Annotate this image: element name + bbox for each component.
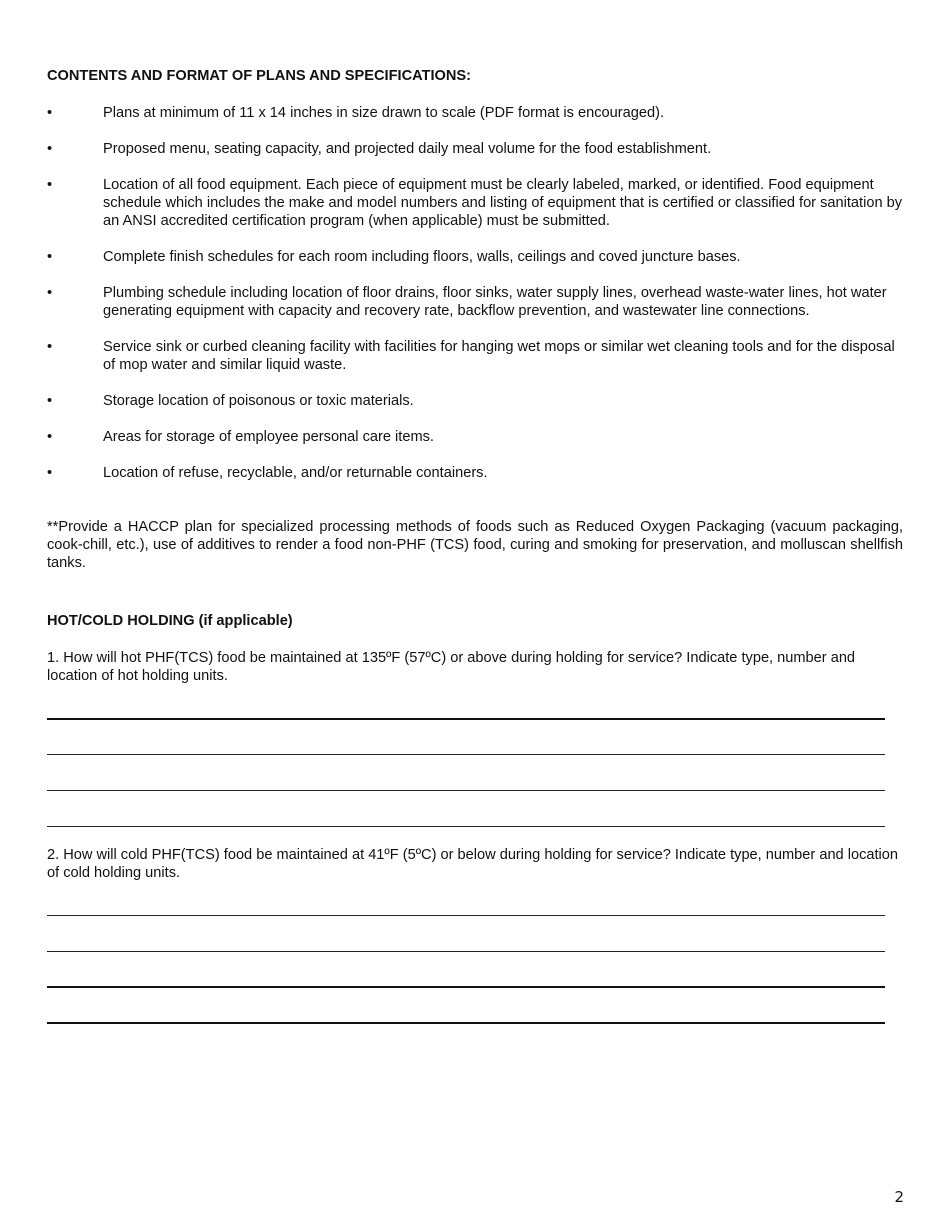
list-item [47,428,907,446]
bullet-icon: • [47,393,53,409]
cold-holding-answer-line-2[interactable] [47,951,885,952]
hot-holding-answer-line-3[interactable] [47,790,885,791]
list-item [47,284,907,320]
list-item-text: Complete finish schedules for each room including floors, walls, ceilings and coved juncture bases. [103,249,741,265]
page-number: 2 [894,1188,904,1206]
list-item [47,140,907,158]
list-item-text: Storage location of poisonous or toxic materials. [103,393,414,409]
cold-holding-answer-line-1[interactable] [47,915,885,916]
bullet-icon: • [47,177,53,193]
section-title: CONTENTS AND FORMAT OF PLANS AND SPECIFICATIONS: [47,68,472,84]
bullet-icon: • [47,249,53,265]
bullet-icon: • [47,339,53,355]
list-item-text: Plumbing schedule including location of floor drains, floor sinks, water supply lines, overhead waste-water lines, hot water generating equipment with capacity and recovery rate, backflow prevention, and wastewater line connections. [103,285,887,319]
list-item-text: Location of refuse, recyclable, and/or returnable containers. [103,465,488,481]
bullet-icon: • [47,465,53,481]
cold-holding-answer-line-4[interactable] [47,1022,885,1024]
list-item-text: Areas for storage of employee personal care items. [103,429,434,445]
haccp-note: **Provide a HACCP plan for specialized processing methods of foods such as Reduced Oxygen Packaging (vacuum packaging, cook-chill, etc.), use of additives to render a food non-PHF (TCS) food, curing and smoking for preservation, and molluscan shellfish tanks. [47,519,903,571]
list-item [47,338,907,374]
list-item [47,104,907,122]
holding-section-title: HOT/COLD HOLDING (if applicable) [47,613,293,629]
list-item-text: Location of all food equipment. Each piece of equipment must be clearly labeled, marked, or identified. Food equipment schedule which includes the make and model numbers and listing of equipment that is certified or classified for sanitation by an ANSI accredited certification program (when applicable) must be submitted. [103,177,903,229]
list-item-text: Plans at minimum of 11 x 14 inches in size drawn to scale (PDF format is encouraged). [103,105,665,121]
list-item [47,392,907,410]
list-item [47,464,907,482]
bullet-icon: • [47,105,53,121]
hot-holding-question: 1. How will hot PHF(TCS) food be maintained at 135ºF (57ºC) or above during holding for service? Indicate type, number and location of hot holding units. [47,650,856,684]
list-item [47,176,907,230]
hot-holding-answer-line-2[interactable] [47,754,885,755]
bullet-icon: • [47,141,53,157]
cold-holding-question: 2. How will cold PHF(TCS) food be maintained at 41ºF (5ºC) or below during holding for service? Indicate type, number and location of cold holding units. [47,847,899,881]
bullet-icon: • [47,285,53,301]
bullet-icon: • [47,429,53,445]
list-item-text: Service sink or curbed cleaning facility with facilities for hanging wet mops or similar wet cleaning tools and for the disposal of mop water and similar liquid waste. [103,339,895,373]
requirements-list [47,104,907,500]
cold-holding-answer-line-3[interactable] [47,986,885,988]
list-item [47,248,907,266]
hot-holding-answer-line-1[interactable] [47,718,885,720]
list-item-text: Proposed menu, seating capacity, and projected daily meal volume for the food establishment. [103,141,712,157]
hot-holding-answer-line-4[interactable] [47,826,885,827]
